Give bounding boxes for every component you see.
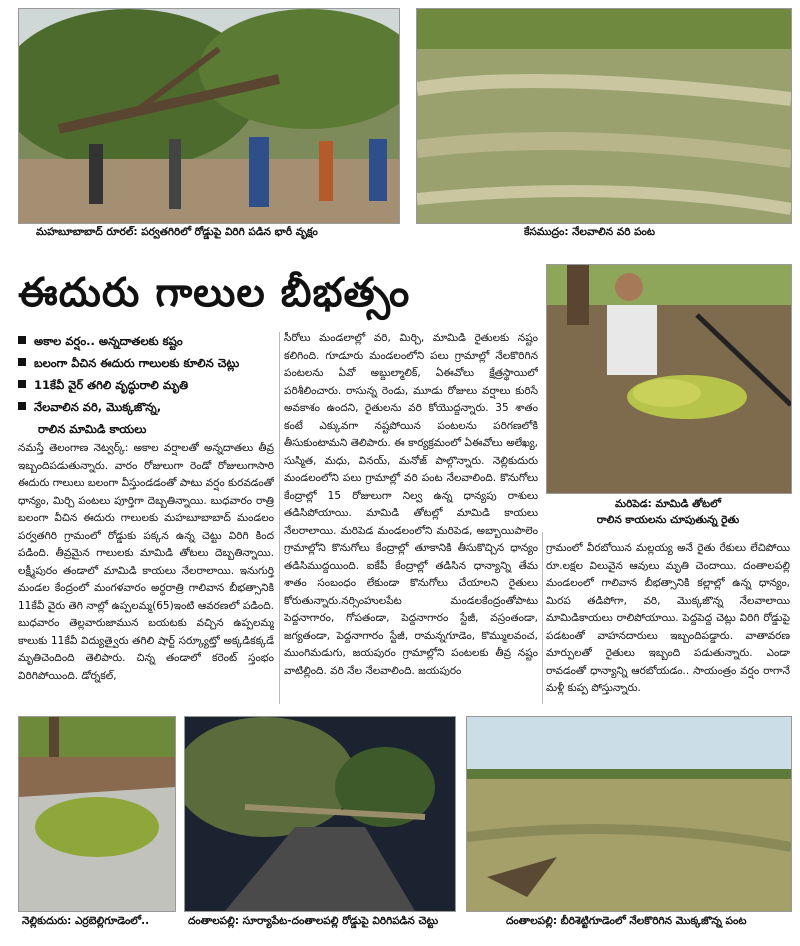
photo1-caption: మహబూబాబాద్ రూరల్: పర్వతగిరిలో రోడ్డుపై విరిగి పడిన భారీ వృక్షం (36, 226, 318, 238)
photo3-caption-line1: మరిపెడ: మామిడి తోటలో (615, 498, 721, 510)
photo3-caption-line2: రాలిన కాయలను చూపుతున్న రైతు (596, 514, 740, 526)
headline: ఈదురు గాలుల బీభత్సం (18, 270, 411, 316)
bullet-icon (18, 402, 26, 410)
highlight-item: అకాల వర్షం.. అన్నదాతలకు కష్టం (18, 330, 274, 352)
bullet-icon (18, 380, 26, 388)
photo-farmer-mangoes (546, 264, 792, 494)
highlights-list (18, 330, 274, 440)
article-column-1: నమస్తే తెలంగాణ నెట్వర్క్: అకాల వర్షాలతో అన్నదాతలు తీవ్ర ఇబ్బందిపడుతున్నారు. వారం రోజులుగా రెండో రోజులుగాసారి ఈదురు గాలులు బలంగా వీస్తుండడంతో పాటు వర్షం కురవడంతో ధాన్యం, మిర్చి పంటలు పూర్తిగా దెబ్బతిన్నాయి. బుధవారం రాత్రి బలంగా వీచిన ఈదురు గాలులకు మహబూబాబాద్ మండలం పర్వతగిరి గ్రామంలో రోడ్డుకు పక్కన ఉన్న చెట్టు విరిగి కింద పడింది. తీవ్రమైన గాలులకు మామిడి తోటలు దెబ్బతిన్నాయి. లక్ష్మీపురం తండాలో మామిడి కాయలు నేలరాలాయి. ఇనుగుర్తి మండల కేంద్రంలో మంగళవారం అర్ధరాత్రి గాలివాన బీభత్సానికి 11కేవీ వైరు తెగి నాల్లో ఉప్పలమ్మ(65)ఇంటి ఆవరణలో పడింది. బుధవారం తెల్లవారుజామున బయటకు వచ్చిన ఉప్పలమ్మ కాలుకు 11కేవీ విద్యుత్వైరు తగిలి షార్ట్ సర్క్యూట్తో అక్కడికక్కడే మృతిచెందింది తెలిపారు. చిన్న తండాలో కరెంట్ స్తంభం విరిగిపోయింది. డోర్నకల్, (18, 442, 274, 682)
photo-fallen-tree-road (18, 8, 400, 224)
highlight-item: బలంగా వీచిన ఈదురు గాలులకు కూలిన చెట్లు (18, 352, 274, 374)
photo5-caption: దంతాలపల్లి: సూర్యాపేట-దంతాలపల్లి రోడ్డుపై విరిగిపడిన చెట్టు (188, 915, 439, 927)
highlight-item: 11కేవీ వైర్ తగిలి వృద్ధురాలి మృతి (18, 374, 274, 396)
column-divider (279, 332, 280, 704)
article-column-3: గ్రామంలో వీరబోయిన మల్లయ్య అనే రైతు రేకులు లేచిపోయి రూ.లక్షల విలువైన ఆవులు మృతి చెందాయి. దంతాలపల్లి మండలంలో గాలివాన బీభత్సానికి కల్లాల్లో ఉన్న ధాన్యం, మిరప తడిపోగా, వరి, మొక్కజొన్న నేలవాలాయి మామిడికాయలు రాలిపోయాయి. పెద్దపెద్ద చెట్లు విరిగి రోడ్డుపై పడటంతో వాహనదారులు ఇబ్బందిపడ్డారు. వాతావరణ మార్పులతో రైతులు ఇబ్బంది పడుతున్నారు. ఎండా రావడంతో ధాన్యాన్ని ఆరబోయడం.. సాయంత్రం వర్షం రాగానే మళ్లీ కుప్ప పోస్తున్నారు. (546, 542, 790, 694)
photo6-caption: దంతాలపల్లి: బీరిశెట్టిగూడెంలో నేలకొరిగిన మొక్కజొన్న పంట (506, 915, 747, 927)
photo3-caption (546, 496, 790, 528)
highlight-item-continued: రాలిన మామిడి కాయలు (38, 422, 147, 436)
photo-flattened-paddy (416, 8, 792, 224)
photo-tree-on-road (184, 716, 456, 912)
highlight-item: నేలవాలిన వరి, మొక్కజొన్న, (18, 396, 274, 418)
photo-flattened-maize (466, 716, 792, 912)
photo2-caption: కేసముద్రం: నేలవాలిన వరి పంట (524, 226, 655, 238)
bullet-icon (18, 336, 26, 344)
photo-mangoes-pile (18, 716, 176, 912)
column-divider (542, 532, 543, 704)
bullet-icon (18, 358, 26, 366)
photo4-caption: నెల్లికుదురు: ఎర్రబెల్లిగూడెంలో.. (22, 915, 150, 927)
article-column-2: సీరోలు మండలాల్లో వరి, మిర్చి, మామిడి రైతులకు నష్టం కలిగింది. గూడూరు మండలంలోని పలు గ్రామాల్లో నేలకొరిగిన పంటలను ఏవో అబ్దుల్మాలిక్, ఏఈవోలు క్షేత్రస్థాయిలో పరిశీలించారు. రాసున్న రెండు, మూడు రోజులు వర్షాలు కురిసే అవకాశం ఉందని, రైతులను వరి కోయొద్దన్నారు. 35 శాతం కంటే ఎక్కువగా నష్టపోయిన పంటలను పరిగణలోకి తీసుకుంటామని తెలిపారు. ఈ కార్యక్రమంలో ఏఈవోలు అలేఖ్య, సుస్మిత, మధు, వినయ్, మనోజ్ పాల్గొన్నారు. నెల్లికుదురు మండలంలోని పలు గ్రామాల్లో వరి పంట నేలవాలింది. కొనుగోలు కేంద్రాల్లో 15 రోజులుగా నిల్వ ఉన్న ధాన్యపు రాశులు తడిసిపోయాయి. మామిడి తోటల్లో మామిడి కాయలు నేలరాలాయి. మరిపెడ మండలంలోని మరిపెడ, అబ్బాయిపాలెం గ్రామాల్లోని కొనుగోలు కేంద్రాల్లో తూకానికి తీసుకొచ్చిన ధాన్యం తడిసిముద్దయింది. ఐకేపీ కేంద్రాల్లో తడిసిన ధాన్యాన్ని తేమ శాతం సంబంధం లేకుండా కొనుగోలు చేయాలని రైతులు కోరుతున్నారు.నర్సింహులపేట మండలకేంద్రంతోపాటు పెద్దనాగారం, గోపతండా, పెద్దనాగారం స్టేజీ, వస్రంతండా, జగ్యతండా, పెద్దనాగారం స్టేజీ, రామన్నగూడెం, కొమ్ములవంచ, ముంగిమడుగు, జయపురం గ్రామాల్లోని పంటలకు తీవ్ర నష్టం వాటిల్లింది. వరి నేల నేలవాలింది. జయపురం (284, 332, 538, 677)
